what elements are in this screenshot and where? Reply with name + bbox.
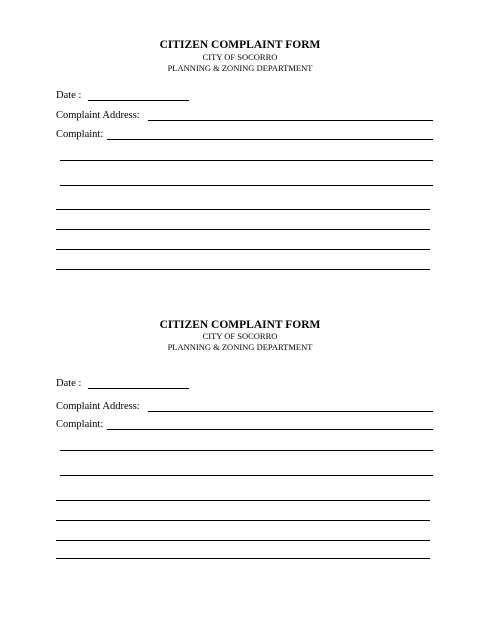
complaint-line-2[interactable]	[60, 475, 433, 476]
date-label: Date :	[56, 90, 82, 101]
city-name: CITY OF SOCORRO	[202, 331, 278, 341]
complaint-field[interactable]	[107, 429, 433, 430]
complaint-line-2[interactable]	[60, 185, 433, 186]
complaint-field[interactable]	[107, 139, 433, 140]
complaint-line-6[interactable]	[56, 269, 430, 270]
complaint-line-6[interactable]	[56, 558, 430, 559]
complaint-address-label: Complaint Address:	[56, 110, 140, 121]
form-title: CITIZEN COMPLAINT FORM	[159, 39, 321, 51]
complaint-address-field[interactable]	[148, 411, 433, 412]
complaint-line-3[interactable]	[56, 209, 430, 210]
form-title: CITIZEN COMPLAINT FORM	[159, 319, 321, 331]
complaint-label: Complaint:	[56, 129, 104, 140]
complaint-address-field[interactable]	[148, 120, 433, 121]
date-field[interactable]	[88, 100, 189, 101]
complaint-label: Complaint:	[56, 419, 104, 430]
department-name: PLANNING & ZONING DEPARTMENT	[167, 63, 313, 73]
complaint-line-3[interactable]	[56, 500, 430, 501]
complaint-line-5[interactable]	[56, 249, 430, 250]
complaint-line-5[interactable]	[56, 540, 430, 541]
complaint-address-label: Complaint Address:	[56, 401, 140, 412]
department-name: PLANNING & ZONING DEPARTMENT	[167, 342, 313, 352]
date-label: Date :	[56, 378, 82, 389]
complaint-line-4[interactable]	[56, 520, 430, 521]
date-field[interactable]	[88, 388, 189, 389]
complaint-line-1[interactable]	[60, 450, 433, 451]
complaint-line-1[interactable]	[60, 160, 433, 161]
city-name: CITY OF SOCORRO	[202, 52, 278, 62]
complaint-line-4[interactable]	[56, 229, 430, 230]
